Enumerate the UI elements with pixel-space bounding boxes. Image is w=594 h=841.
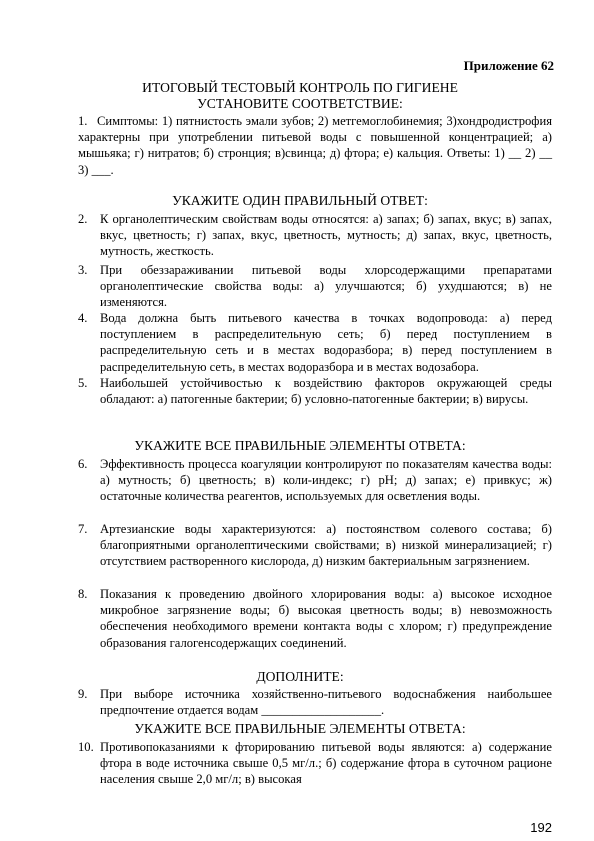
question-3	[78, 262, 552, 311]
question-text: Вода должна быть питьевого качества в точках водопровода: а) перед поступлением в распределительную сеть; б) перед поступлением в распределительную сеть и в местах водоразбора; в) перед поступлением в распределительную сеть, в местах водоразбора и в местах водозабора.	[100, 311, 552, 374]
question-number: 8.	[78, 587, 88, 601]
question-2	[78, 211, 552, 260]
question-text: Показания к проведению двойного хлорирования воды: а) высокое исходное микробное загрязнение воды; б) высокая цветность воды; в) невозможность обеспечения необходимого времени контакта воды с хлором; г) предупреждение образования галогенсодержащих соединений.	[100, 587, 552, 650]
section-heading-multiple: УКАЖИТЕ ВСЕ ПРАВИЛЬНЫЕ ЭЛЕМЕНТЫ ОТВЕТА:	[134, 438, 466, 453]
question-7	[78, 521, 552, 570]
question-4	[78, 310, 552, 375]
page-title: ИТОГОВЫЙ ТЕСТОВЫЙ КОНТРОЛЬ ПО ГИГИЕНЕ	[142, 80, 458, 95]
question-6	[78, 456, 552, 505]
question-text: Эффективность процесса коагуляции контролируют по показателям качества воды: а) мутность; б) цветность; в) коли-индекс; г) pH; д) запах; е) привкус; ж) остаточные количества реагентов, используемых для осветления воды.	[100, 457, 552, 504]
question-text: При обеззараживании питьевой воды хлорсодержащими препаратами органолептические свойства воды: а) улучшаются; б) ухудшаются; в) не изменяются.	[100, 263, 552, 310]
question-number: 10.	[78, 740, 94, 754]
question-text: К органолептическим свойствам воды относятся: а) запах; б) запах, вкус; в) запах, вкус, цветность; г) запах, вкус, цветность, мутность; д) запах, вкус, цветность, мутность, жесткость.	[100, 212, 552, 259]
question-number: 6.	[78, 457, 88, 471]
section-heading-single: УКАЖИТЕ ОДИН ПРАВИЛЬНЫЙ ОТВЕТ:	[172, 193, 428, 208]
question-number: 3.	[78, 263, 88, 277]
question-number: 5.	[78, 376, 88, 390]
question-9	[78, 686, 552, 718]
question-5	[78, 375, 552, 407]
question-1	[78, 113, 552, 178]
section-heading-match: УСТАНОВИТЕ СООТВЕТСТВИЕ:	[197, 96, 403, 111]
question-text: Противопоказаниями к фторированию питьевой воды являются: а) содержание фтора в воде источника свыше 0,5 мг/л.; б) содержание фтора в суточном рационе населения свыше 2,0 мг/л; в) высокая	[100, 740, 552, 787]
section-heading-multiple-2: УКАЖИТЕ ВСЕ ПРАВИЛЬНЫЕ ЭЛЕМЕНТЫ ОТВЕТА:	[134, 721, 466, 736]
question-8	[78, 586, 552, 651]
appendix-label: Приложение 62	[463, 58, 554, 73]
page-number: 192	[530, 820, 552, 835]
question-text: Артезианские воды характеризуются: а) постоянством солевого состава; б) благоприятными органолептическими свойствами; в) низкой минерализацией; г) отсутствием растворенного кислорода, д) низким бактериальным загрязнением.	[100, 522, 552, 569]
question-number: 1.	[78, 114, 88, 128]
question-number: 2.	[78, 212, 88, 226]
question-number: 4.	[78, 311, 88, 325]
question-text: Наибольшей устойчивостью к воздействию факторов окружающей среды обладают: а) патогенные бактерии; б) условно-патогенные бактерии; в) вирусы.	[100, 376, 552, 407]
section-heading-complete: ДОПОЛНИТЕ:	[256, 669, 344, 684]
question-number: 9.	[78, 687, 88, 701]
question-text: При выборе источника хозяйственно-питьевого водоснабжения наибольшее предпочтение отдается водам ___________________.	[100, 687, 552, 718]
question-text: Симптомы: 1) пятнистость эмали зубов; 2) метгемоглобинемия; 3)хондродистрофия характерны при употреблении питьевой воды с повышенной концентрацией; а) мышьяка; г) нитратов; б) стронция; в)свинца; д) фтора; е) кальция. Ответы: 1) __ 2) __ 3) ___.	[78, 114, 552, 177]
question-number: 7.	[78, 522, 88, 536]
question-10	[78, 739, 552, 788]
